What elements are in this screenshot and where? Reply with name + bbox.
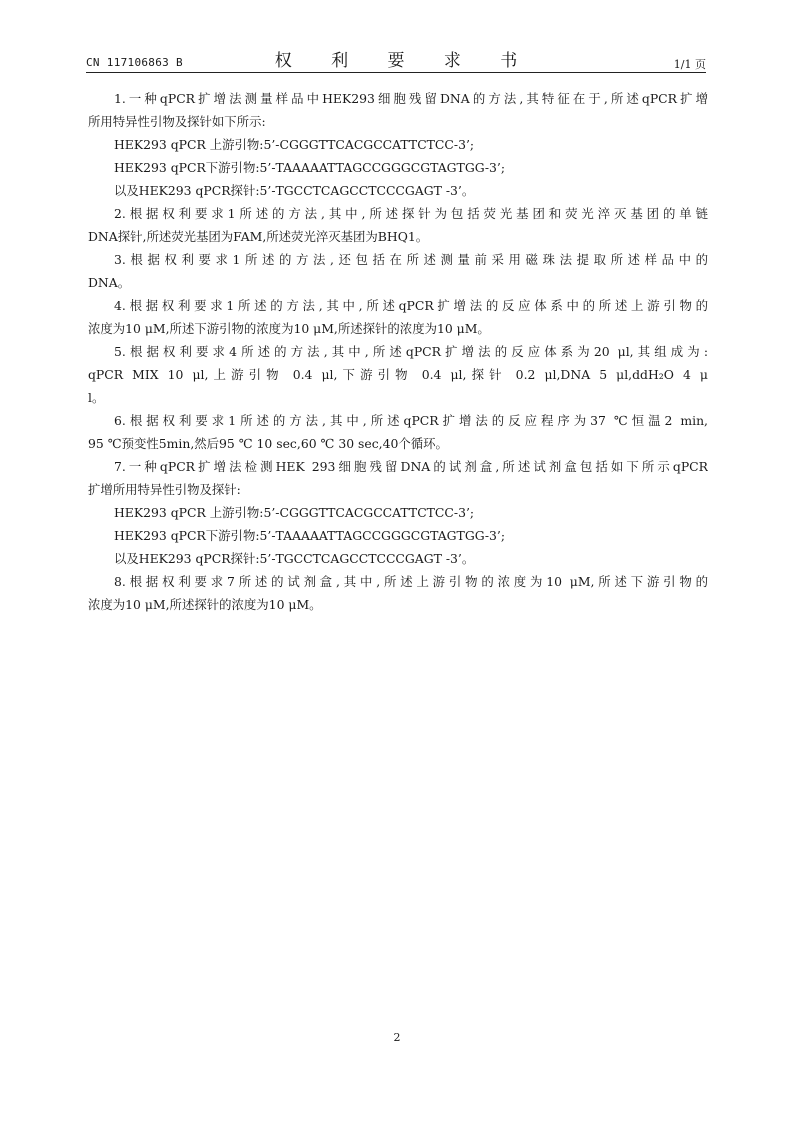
claim-text-line: 6.根据权利要求1所述的方法,其中,所述qPCR扩增法的反应程序为37 ℃恒温2 min,: [114, 413, 708, 428]
claim-6: [88, 409, 708, 455]
claim-8: [88, 570, 708, 616]
claim-text-line: 扩增所用特异性引物及探针:: [88, 482, 241, 497]
page-count: 1/1 页: [673, 58, 706, 71]
page-header: [86, 44, 706, 73]
claim-3: [88, 248, 708, 294]
claim-5: [88, 340, 708, 409]
claim-text-line: 1.一种qPCR扩增法测量样品中HEK293细胞残留DNA的方法,其特征在于,所述qPCR扩增: [114, 91, 708, 106]
claim-text-line: 95 ℃预变性5min,然后95 ℃ 10 sec,60 ℃ 30 sec,40个循环。: [88, 436, 448, 451]
claim-text-line: 浓度为10 μM,所述探针的浓度为10 μM。: [88, 597, 322, 612]
probe-sequence-line: 以及HEK293 qPCR探针:5’-TGCCTCAGCCTCCCGAGT -3’。: [114, 183, 475, 198]
claim-text-line: 7.一种qPCR扩增法检测HEK 293细胞残留DNA的试剂盒,所述试剂盒包括如下所示qPCR: [114, 459, 708, 474]
probe-sequence-line: 以及HEK293 qPCR探针:5’-TGCCTCAGCCTCCCGAGT -3’。: [114, 551, 475, 566]
patent-number: CN 117106863 B: [86, 56, 183, 69]
claim-text-line: qPCR MIX 10 μl,上游引物 0.4 μl,下游引物 0.4 μl,探针 0.2 μl,DNA 5 μl,ddH₂O 4 μ: [88, 367, 708, 382]
page-title: 权 利 要 求 书: [274, 51, 535, 71]
claim-text-line: 3.根据权利要求1所述的方法,还包括在所述测量前采用磁珠法提取所述样品中的: [114, 252, 708, 267]
claim-text-line: 8.根据权利要求7所述的试剂盒,其中,所述上游引物的浓度为10 μM,所述下游引物的: [114, 574, 708, 589]
claim-7: [88, 455, 708, 570]
primer-sequence-line: HEK293 qPCR 上游引物:5’-CGGGTTCACGCCATTCTCC-3’;: [114, 137, 475, 152]
claim-4: [88, 294, 708, 340]
claim-text-line: l。: [88, 390, 105, 405]
claim-text-line: DNA。: [88, 275, 131, 290]
claims-body: [88, 87, 708, 616]
primer-sequence-line: HEK293 qPCR下游引物:5’-TAAAAATTAGCCGGGCGTAGTGG-3’;: [114, 160, 506, 175]
claim-text-line: DNA探针,所述荧光基团为FAM,所述荧光淬灭基团为BHQ1。: [88, 229, 429, 244]
claim-text-line: 2.根据权利要求1所述的方法,其中,所述探针为包括荧光基团和荧光淬灭基团的单链: [114, 206, 708, 221]
page-number: 2: [393, 1031, 401, 1044]
claim-text-line: 5.根据权利要求4所述的方法,其中,所述qPCR扩增法的反应体系为20 μl,其组成为:: [114, 344, 708, 359]
claim-text-line: 浓度为10 μM,所述下游引物的浓度为10 μM,所述探针的浓度为10 μM。: [88, 321, 490, 336]
primer-sequence-line: HEK293 qPCR 上游引物:5’-CGGGTTCACGCCATTCTCC-3’;: [114, 505, 475, 520]
primer-sequence-line: HEK293 qPCR下游引物:5’-TAAAAATTAGCCGGGCGTAGTGG-3’;: [114, 528, 506, 543]
claim-2: [88, 202, 708, 248]
claim-text-line: 4.根据权利要求1所述的方法,其中,所述qPCR扩增法的反应体系中的所述上游引物的: [114, 298, 708, 313]
claim-1: [88, 87, 708, 202]
claim-text-line: 所用特异性引物及探针如下所示:: [88, 114, 266, 129]
